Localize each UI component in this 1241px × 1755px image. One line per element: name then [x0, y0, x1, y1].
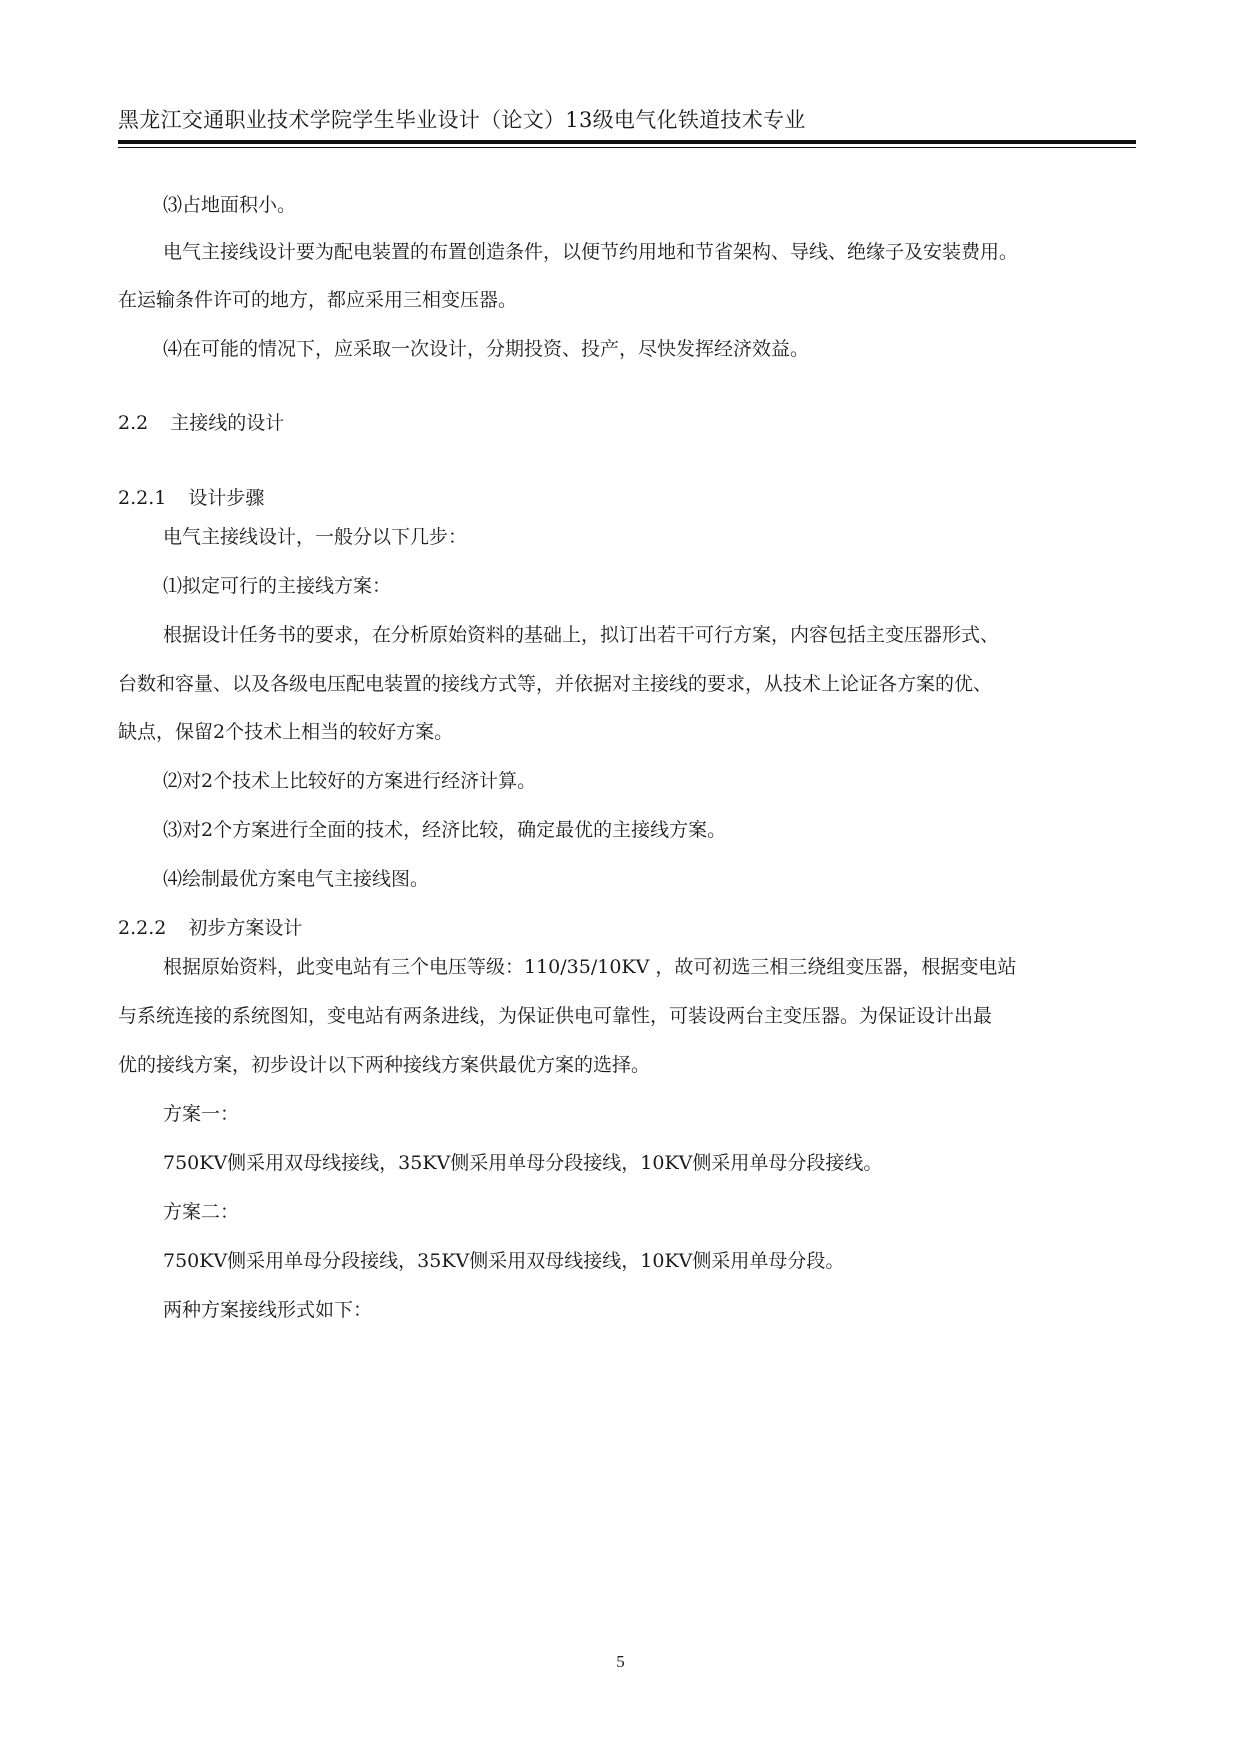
paragraph-step-3: ⑶对2个方案进行全面的技术，经济比较，确定最优的主接线方案。 [163, 819, 727, 841]
paragraph-steps-intro: 电气主接线设计，一般分以下几步： [163, 526, 468, 548]
section-number: 2.2.1 [118, 487, 167, 509]
paragraph-preliminary-line-3: 优的接线方案，初步设计以下两种接线方案供最优方案的选择。 [118, 1054, 651, 1076]
paragraph-layout-line-2: 在运输条件许可的地方，都应采用三相变压器。 [118, 289, 518, 311]
paragraph-preliminary-line-1: 根据原始资料，此变电站有三个电压等级：110/35/10KV ，故可初选三相三绕组变压器，根据变电站 [163, 956, 1017, 978]
paragraph-step-1-detail-line-3: 缺点，保留2个技术上相当的较好方案。 [118, 721, 454, 743]
scheme-one-detail: 750KV侧采用双母线接线，35KV侧采用单母分段接线，10KV侧采用单母分段接线。 [163, 1152, 883, 1174]
header-rule-thin [118, 147, 1136, 148]
section-number: 2.2 [118, 412, 149, 434]
paragraph-step-2: ⑵对2个技术上比较好的方案进行经济计算。 [163, 770, 537, 792]
section-title: 主接线的设计 [170, 412, 285, 434]
paragraph-step-1: ⑴拟定可行的主接线方案： [163, 575, 392, 597]
scheme-two-detail: 750KV侧采用单母分段接线，35KV侧采用双母线接线，10KV侧采用单母分段。 [163, 1250, 845, 1272]
section-heading-2-2 [118, 410, 284, 436]
paragraph-step-1-detail-line-1: 根据设计任务书的要求，在分析原始资料的基础上，拟订出若干可行方案，内容包括主变压器形式、 [163, 624, 1000, 646]
paragraph-item-3-land: ⑶占地面积小。 [163, 194, 297, 216]
paragraph-step-1-detail-line-2: 台数和容量、以及各级电压配电装置的接线方式等，并依据对主接线的要求，从技术上论证各方案的优、 [118, 673, 993, 695]
section-heading-2-2-1 [118, 485, 264, 511]
paragraph-item-4-invest: ⑷在可能的情况下，应采取一次设计，分期投资、投产，尽快发挥经济效益。 [163, 338, 810, 360]
page-header-title: 黑龙江交通职业技术学院学生毕业设计（论文）13级电气化铁道技术专业 [118, 108, 806, 132]
scheme-two-label: 方案二： [163, 1201, 240, 1223]
paragraph-step-4: ⑷绘制最优方案电气主接线图。 [163, 868, 430, 890]
page-number: 5 [616, 1652, 625, 1671]
section-number: 2.2.2 [118, 917, 167, 939]
schemes-intro: 两种方案接线形式如下： [163, 1299, 373, 1321]
paragraph-preliminary-line-2: 与系统连接的系统图知，变电站有两条进线，为保证供电可靠性，可装设两台主变压器。为保证设计出最 [118, 1005, 993, 1027]
section-heading-2-2-2 [118, 915, 302, 941]
section-title: 设计步骤 [188, 487, 265, 509]
section-title: 初步方案设计 [188, 917, 303, 939]
paragraph-layout-line-1: 电气主接线设计要为配电装置的布置创造条件，以便节约用地和节省架构、导线、绝缘子及安装费用。 [163, 241, 1019, 263]
scheme-one-label: 方案一： [163, 1103, 240, 1125]
header-rule-thick [118, 140, 1136, 144]
